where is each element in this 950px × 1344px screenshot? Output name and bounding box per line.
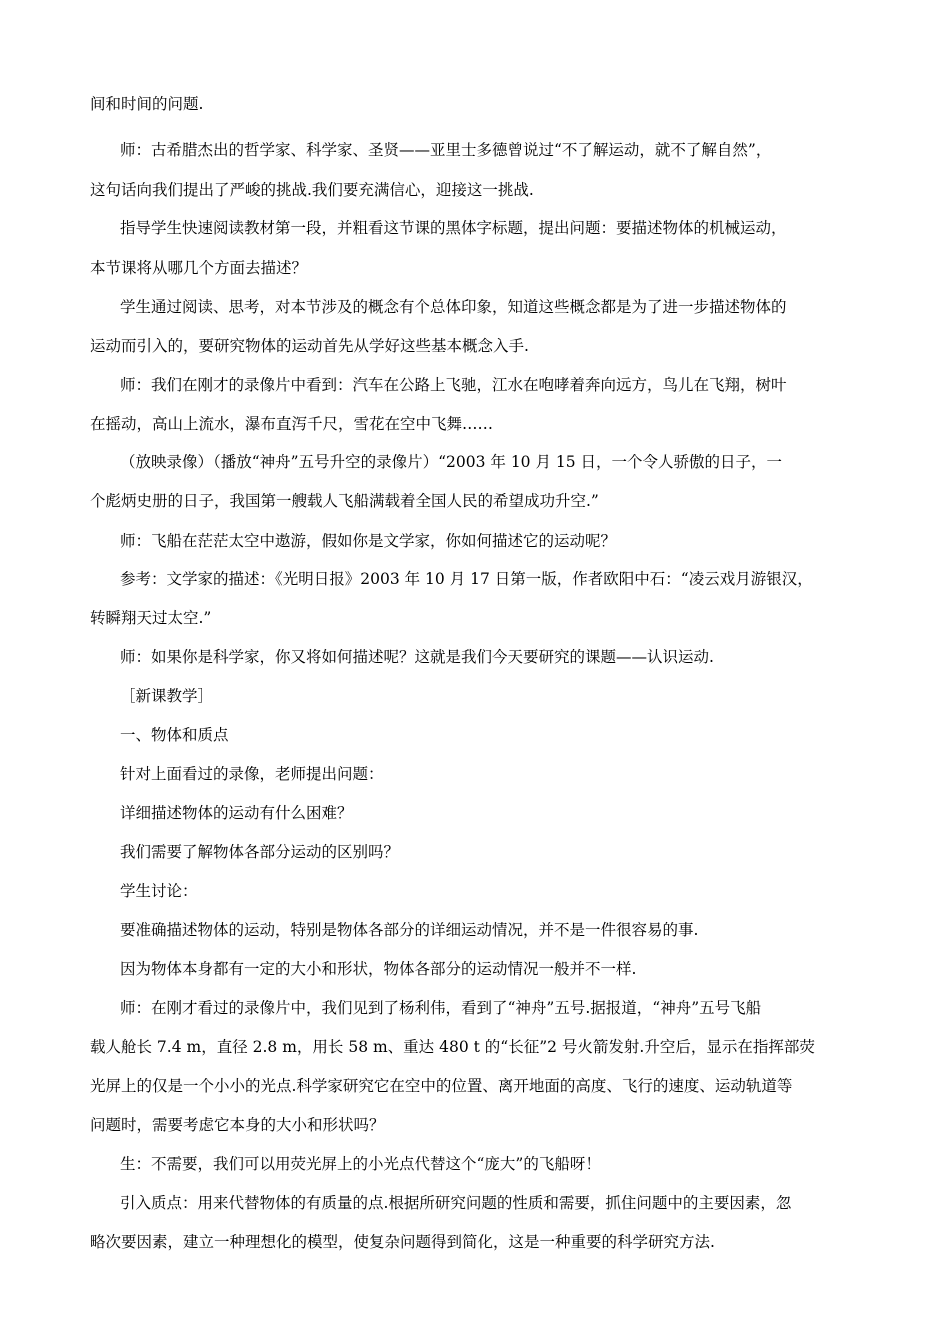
section-heading: ［新课教学］: [120, 687, 214, 705]
text-line: 师：如果你是科学家，你又将如何描述呢？这就是我们今天要研究的课题——认识运动.: [120, 648, 714, 666]
text-line: 我们需要了解物体各部分运动的区别吗？: [120, 843, 400, 861]
text-line: 转瞬翔天过太空.”: [90, 609, 212, 627]
text-line: 要准确描述物体的运动，特别是物体各部分的详细运动情况，并不是一件很容易的事.: [120, 921, 699, 939]
text-line: 这句话向我们提出了严峻的挑战.我们要充满信心，迎接这一挑战.: [90, 181, 534, 199]
subsection-heading: 一、物体和质点: [120, 726, 229, 744]
text-line: 本节课将从哪几个方面去描述？: [90, 259, 308, 277]
text-line: 生：不需要，我们可以用荧光屏上的小光点代替这个“庞大”的飞船呀！: [120, 1155, 601, 1173]
text-line: 载人舱长 7.4 m，直径 2.8 m，用长 58 m、重达 480 t 的“长征”2 号火箭发射.升空后，显示在指挥部荧: [90, 1038, 815, 1056]
text-line: 师：飞船在茫茫太空中遨游，假如你是文学家，你如何描述它的运动呢？: [120, 532, 617, 550]
text-line: 间和时间的问题.: [90, 95, 204, 113]
text-line: 参考：文学家的描述：《光明日报》2003 年 10 月 17 日第一版，作者欧阳中石：“凌云戏月游银汉，: [120, 570, 813, 588]
text-line: 略次要因素，建立一种理想化的模型，使复杂问题得到简化，这是一种重要的科学研究方法.: [90, 1233, 715, 1251]
text-line: 学生通过阅读、思考，对本节涉及的概念有个总体印象，知道这些概念都是为了进一步描述物体的: [120, 298, 787, 316]
text-line: 师：在刚才看过的录像片中，我们见到了杨利伟，看到了“神舟”五号.据报道，“神舟”五号飞船: [120, 999, 762, 1017]
text-line: 针对上面看过的录像，老师提出问题：: [120, 765, 384, 783]
text-line: 详细描述物体的运动有什么困难？: [120, 804, 353, 822]
text-line: 师：古希腊杰出的哲学家、科学家、圣贤——亚里士多德曾说过“不了解运动，就不了解自然”，: [120, 141, 772, 159]
text-line: 师：我们在刚才的录像片中看到：汽车在公路上飞驰，江水在咆哮着奔向远方，鸟儿在飞翔，树叶: [120, 376, 787, 394]
text-line: 因为物体本身都有一定的大小和形状，物体各部分的运动情况一般并不一样.: [120, 960, 637, 978]
text-line: 问题时，需要考虑它本身的大小和形状吗？: [90, 1116, 385, 1134]
text-line: 在摇动，高山上流水，瀑布直泻千尺，雪花在空中飞舞……: [90, 415, 494, 433]
text-line: 运动而引入的，要研究物体的运动首先从学好这些基本概念入手.: [90, 337, 529, 355]
text-line: 指导学生快速阅读教材第一段，并粗看这节课的黑体字标题，提出问题：要描述物体的机械运动，: [120, 219, 787, 237]
text-line: 学生讨论：: [120, 882, 198, 900]
text-line: 个彪炳史册的日子，我国第一艘载人飞船满载着全国人民的希望成功升空.”: [90, 492, 599, 510]
text-line: 光屏上的仅是一个小小的光点.科学家研究它在空中的位置、离开地面的高度、飞行的速度、运动轨道等: [90, 1077, 793, 1095]
text-line: 引入质点：用来代替物体的有质量的点.根据所研究问题的性质和需要，抓住问题中的主要因素，忽: [120, 1194, 792, 1212]
text-line: （放映录像）（播放“神舟”五号升空的录像片）“2003 年 10 月 15 日，一个令人骄傲的日子，一: [120, 453, 783, 471]
